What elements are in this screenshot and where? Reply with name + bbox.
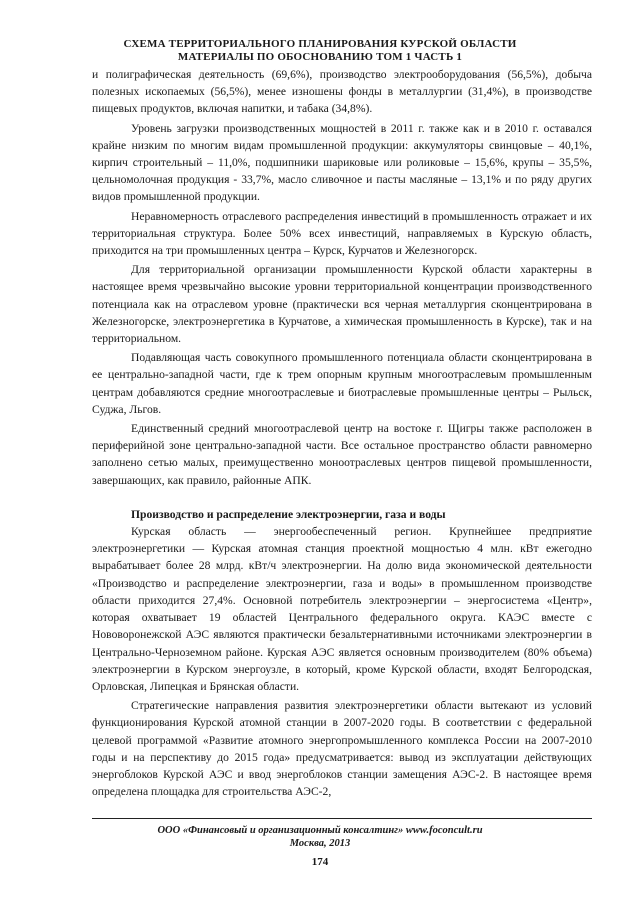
footer-city-year: Москва, 2013	[289, 838, 351, 849]
paragraph: Уровень загрузки производственных мощностей в 2011 г. также как и в 2010 г. оставался крайне низким по многим видам промышленной продукции: аккумуляторы свинцовые – 40,1%, кирпич строительный – 11,0%, подшипники шариковые или роликовые – 15,6%, крупы – 35,5%, цельномолочная продукция - 33,7%, масло сливочное и пасты масляные – 13,1% и по ряду других видов промышленной продукции.	[92, 121, 592, 204]
header-title: СХЕМА ТЕРРИТОРИАЛЬНОГО ПЛАНИРОВАНИЯ КУРСКОЙ ОБЛАСТИ	[123, 38, 517, 50]
footer-divider	[92, 818, 592, 819]
paragraph: Курская область — энергообеспеченный регион. Крупнейшее предприятие электроэнергетики — Курская атомная станция проектной мощностью 4 млн. кВт ежегодно вырабатывает более 28 млрд. кВт/ч электроэнергии. На долю вида экономической деятельности «Производство и распределение электроэнергии, газа и воды» в промышленном производстве области приходится 27,4%. Основной потребитель электроэнергии – энергосистема «Центр», которая охватывает 19 областей Центрального федерального округа. КАЭС вместе с Нововоронежской АЭС являются практически безальтернативными источниками электроэнергии в Центрально-Черноземном районе. Курская АЭС является основным производителем (80% объема) электроэнергии в Курском энергоузле, в который, кроме Курской области, входят Белгородская, Орловская, Липецкая и Брянская области.	[92, 525, 592, 693]
header-subtitle: МАТЕРИАЛЫ ПО ОБОСНОВАНИЮ ТОМ 1 ЧАСТЬ 1	[177, 51, 463, 63]
paragraph: и полиграфическая деятельность (69,6%), производство электрооборудования (56,5%), добыча полезных ископаемых (56,5%), менее изношены фонды в металлургии (31,4%), в производстве пищевых продуктов, включая напитки, и табака (34,8%).	[92, 68, 592, 116]
body-text	[92, 66, 592, 800]
paragraph: Неравномерность отраслевого распределения инвестиций в промышленность отражает и их территориальная структура. Более 50% всех инвестиций, направляемых в Курскую область, приходится на три промышленных центра – Курск, Курчатов и Железногорск.	[92, 209, 592, 258]
section-heading: Производство и распределение электроэнергии, газа и воды	[131, 507, 446, 521]
page-number: 174	[311, 856, 329, 868]
paragraph: Для территориальной организации промышленности Курской области характерны в настоящее время чрезвычайно высокие уровни территориальной концентрации производственного потенциала как на отраслевом уровне (практически вся черная металлургия сконцентрирована в Железногорске, электроэнергетика в Курчатове, а химическая промышленность в Курске), так и на территориальном.	[92, 263, 592, 346]
paragraph: Стратегические направления развития электроэнергетики области вытекают из условий функционирования Курской атомной станции в 2007-2020 годы. В соответствии с федеральной целевой программой «Развитие атомного энергопромышленного комплекса России на 2007-2010 годы и на перспективу до 2015 года» предусматривается: вывод из эксплуатации действующих энергоблоков Курской АЭС и ввод энергоблоков станции замещения АЭС-2. В настоящее время определена площадка для строительства АЭС-2,	[92, 699, 592, 799]
footer-company: ООО «Финансовый и организационный консалтинг» www.foconcult.ru	[157, 825, 483, 836]
paragraph: Подавляющая часть совокупного промышленного потенциала области сконцентрирована в ее центрально-западной части, где к трем опорным крупным многоотраслевым промышленным центрам добавляются средние многоотраслевые и биотраслевые промышленные центры – Рыльск, Суджа, Льгов.	[92, 351, 592, 416]
paragraph: Единственный средний многоотраслевой центр на востоке г. Щигры также расположен в периферийной зоне центрально-западной части. Все остальное пространство области равномерно заполнено сетью малых, преимущественно моноотраслевых центров пищевой промышленности, завершающих, как правило, районные АПК.	[92, 422, 592, 487]
